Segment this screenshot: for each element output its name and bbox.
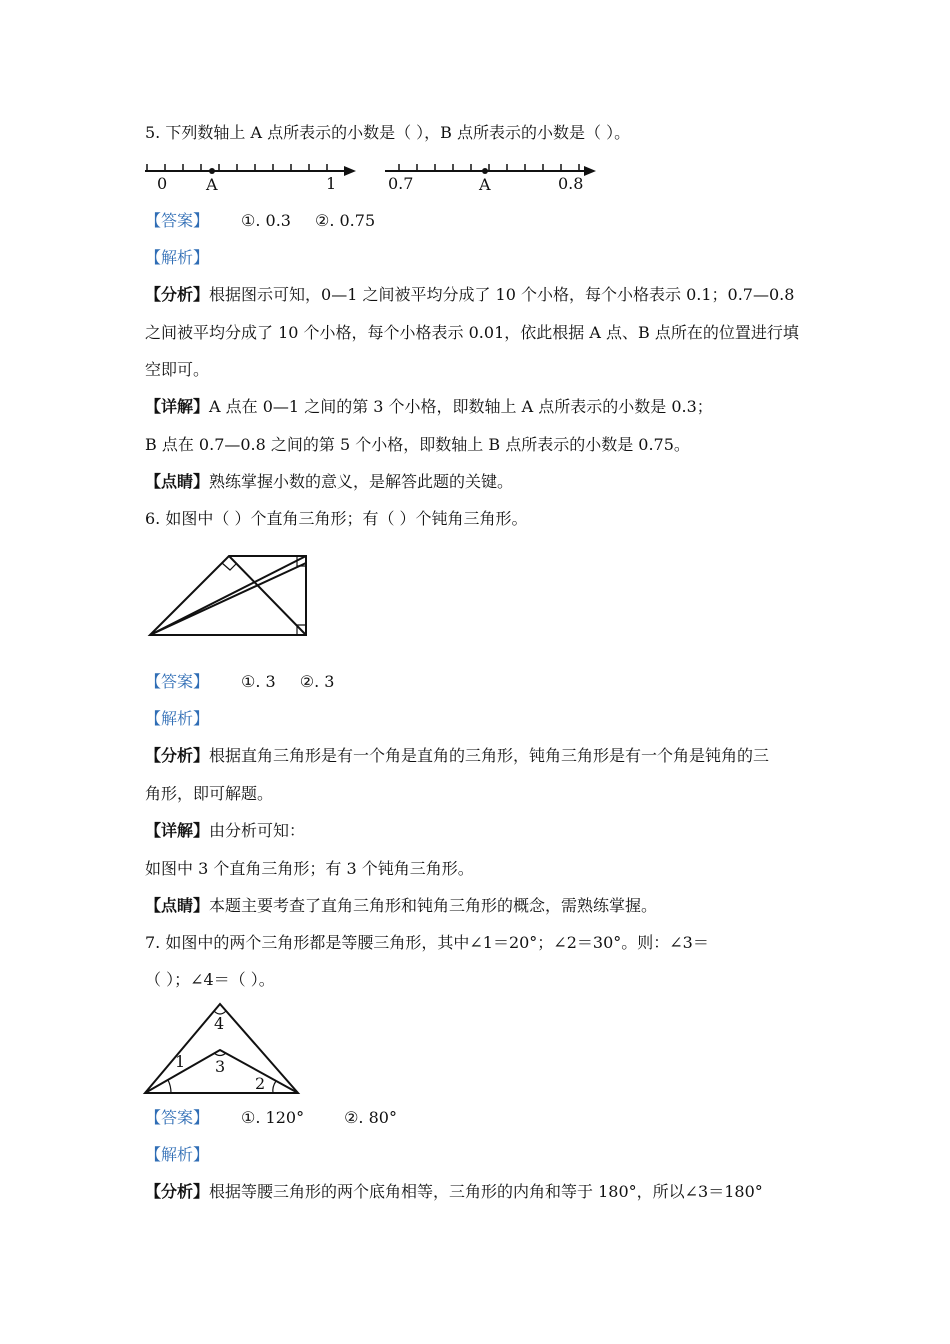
answer-2: ②. 3 [299, 672, 335, 691]
q7-answer-row [145, 1107, 397, 1129]
q5-xiangjie-2: B 点在 0.7—0.8 之间的第 5 个小格，即数轴上 B 点所表示的小数是 0.75。 [145, 435, 690, 454]
answer-tag: 【答案】 [145, 672, 210, 691]
point-b-label: A [479, 175, 491, 194]
answer-1: ①. 3 [241, 672, 276, 691]
answer-tag: 【答案】 [145, 1108, 210, 1127]
q5-dianjing: 【点睛】熟练掌握小数的意义，是解答此题的关键。 [145, 472, 514, 491]
q6-figure [145, 552, 315, 642]
q6-xiangjie-1: 【详解】由分析可知： [145, 821, 306, 840]
q5-fenxi-1: 【分析】根据图示可知，0—1 之间被平均分成了 10 个小格，每个小格表示 0.1；0.7—0.8 [145, 285, 795, 304]
q6-fenxi-2: 角形，即可解题。 [145, 784, 274, 803]
tick-label-0-8: 0.8 [558, 174, 584, 193]
q5-jiexi: 【解析】 [145, 248, 210, 267]
q6-answer-row [145, 671, 334, 693]
q7-jiexi: 【解析】 [145, 1145, 210, 1164]
angle-1-label: 1 [175, 1052, 186, 1071]
q5-question: 5. 下列数轴上 A 点所表示的小数是（ ），B 点所表示的小数是（ ）。 [145, 123, 631, 142]
angle-2-label: 2 [255, 1074, 266, 1093]
q6-fenxi-1: 【分析】根据直角三角形是有一个角是直角的三角形，钝角三角形是有一个角是钝角的三 [145, 746, 770, 765]
angle-3-label: 3 [215, 1057, 226, 1076]
tick-label-0-7: 0.7 [388, 174, 414, 193]
q7-question-1: 7. 如图中的两个三角形都是等腰三角形，其中∠1＝20°；∠2＝30°。则：∠3＝ [145, 933, 709, 952]
answer-2: ②. 80° [344, 1108, 397, 1127]
answer-2: ②. 0.75 [314, 211, 376, 230]
q7-figure [140, 998, 305, 1098]
q7-question-2: （ ）；∠4＝（ ）。 [145, 970, 275, 989]
answer-1: ①. 120° [241, 1108, 305, 1127]
q5-answer-row [145, 210, 375, 232]
tick-label-1: 1 [326, 174, 337, 193]
q5-xiangjie-1: 【详解】A 点在 0—1 之间的第 3 个小格，即数轴上 A 点所表示的小数是 0.3； [145, 397, 713, 416]
point-a-dot [209, 168, 215, 174]
q7-fenxi-1: 【分析】根据等腰三角形的两个底角相等，三角形的内角和等于 180°，所以∠3＝180° [145, 1182, 763, 1201]
number-line-2 [380, 158, 610, 194]
point-a-label: A [206, 175, 218, 194]
q5-fenxi-2: 之间被平均分成了 10 个小格，每个小格表示 0.01，依此根据 A 点、B 点所在的位置进行填 [145, 323, 799, 342]
answer-tag: 【答案】 [145, 211, 210, 230]
answer-1: ①. 0.3 [241, 211, 291, 230]
q5-fenxi-3: 空即可。 [145, 360, 210, 379]
tick-label-0: 0 [157, 174, 168, 193]
number-line-1 [140, 158, 370, 194]
q6-jiexi: 【解析】 [145, 709, 210, 728]
angle-4-label: 4 [214, 1014, 225, 1033]
q6-dianjing: 【点睛】本题主要考查了直角三角形和钝角三角形的概念，需熟练掌握。 [145, 896, 658, 915]
point-b-dot [482, 168, 488, 174]
q6-question: 6. 如图中（ ）个直角三角形；有（ ）个钝角三角形。 [145, 509, 528, 528]
q6-xiangjie-2: 如图中 3 个直角三角形；有 3 个钝角三角形。 [145, 859, 474, 878]
